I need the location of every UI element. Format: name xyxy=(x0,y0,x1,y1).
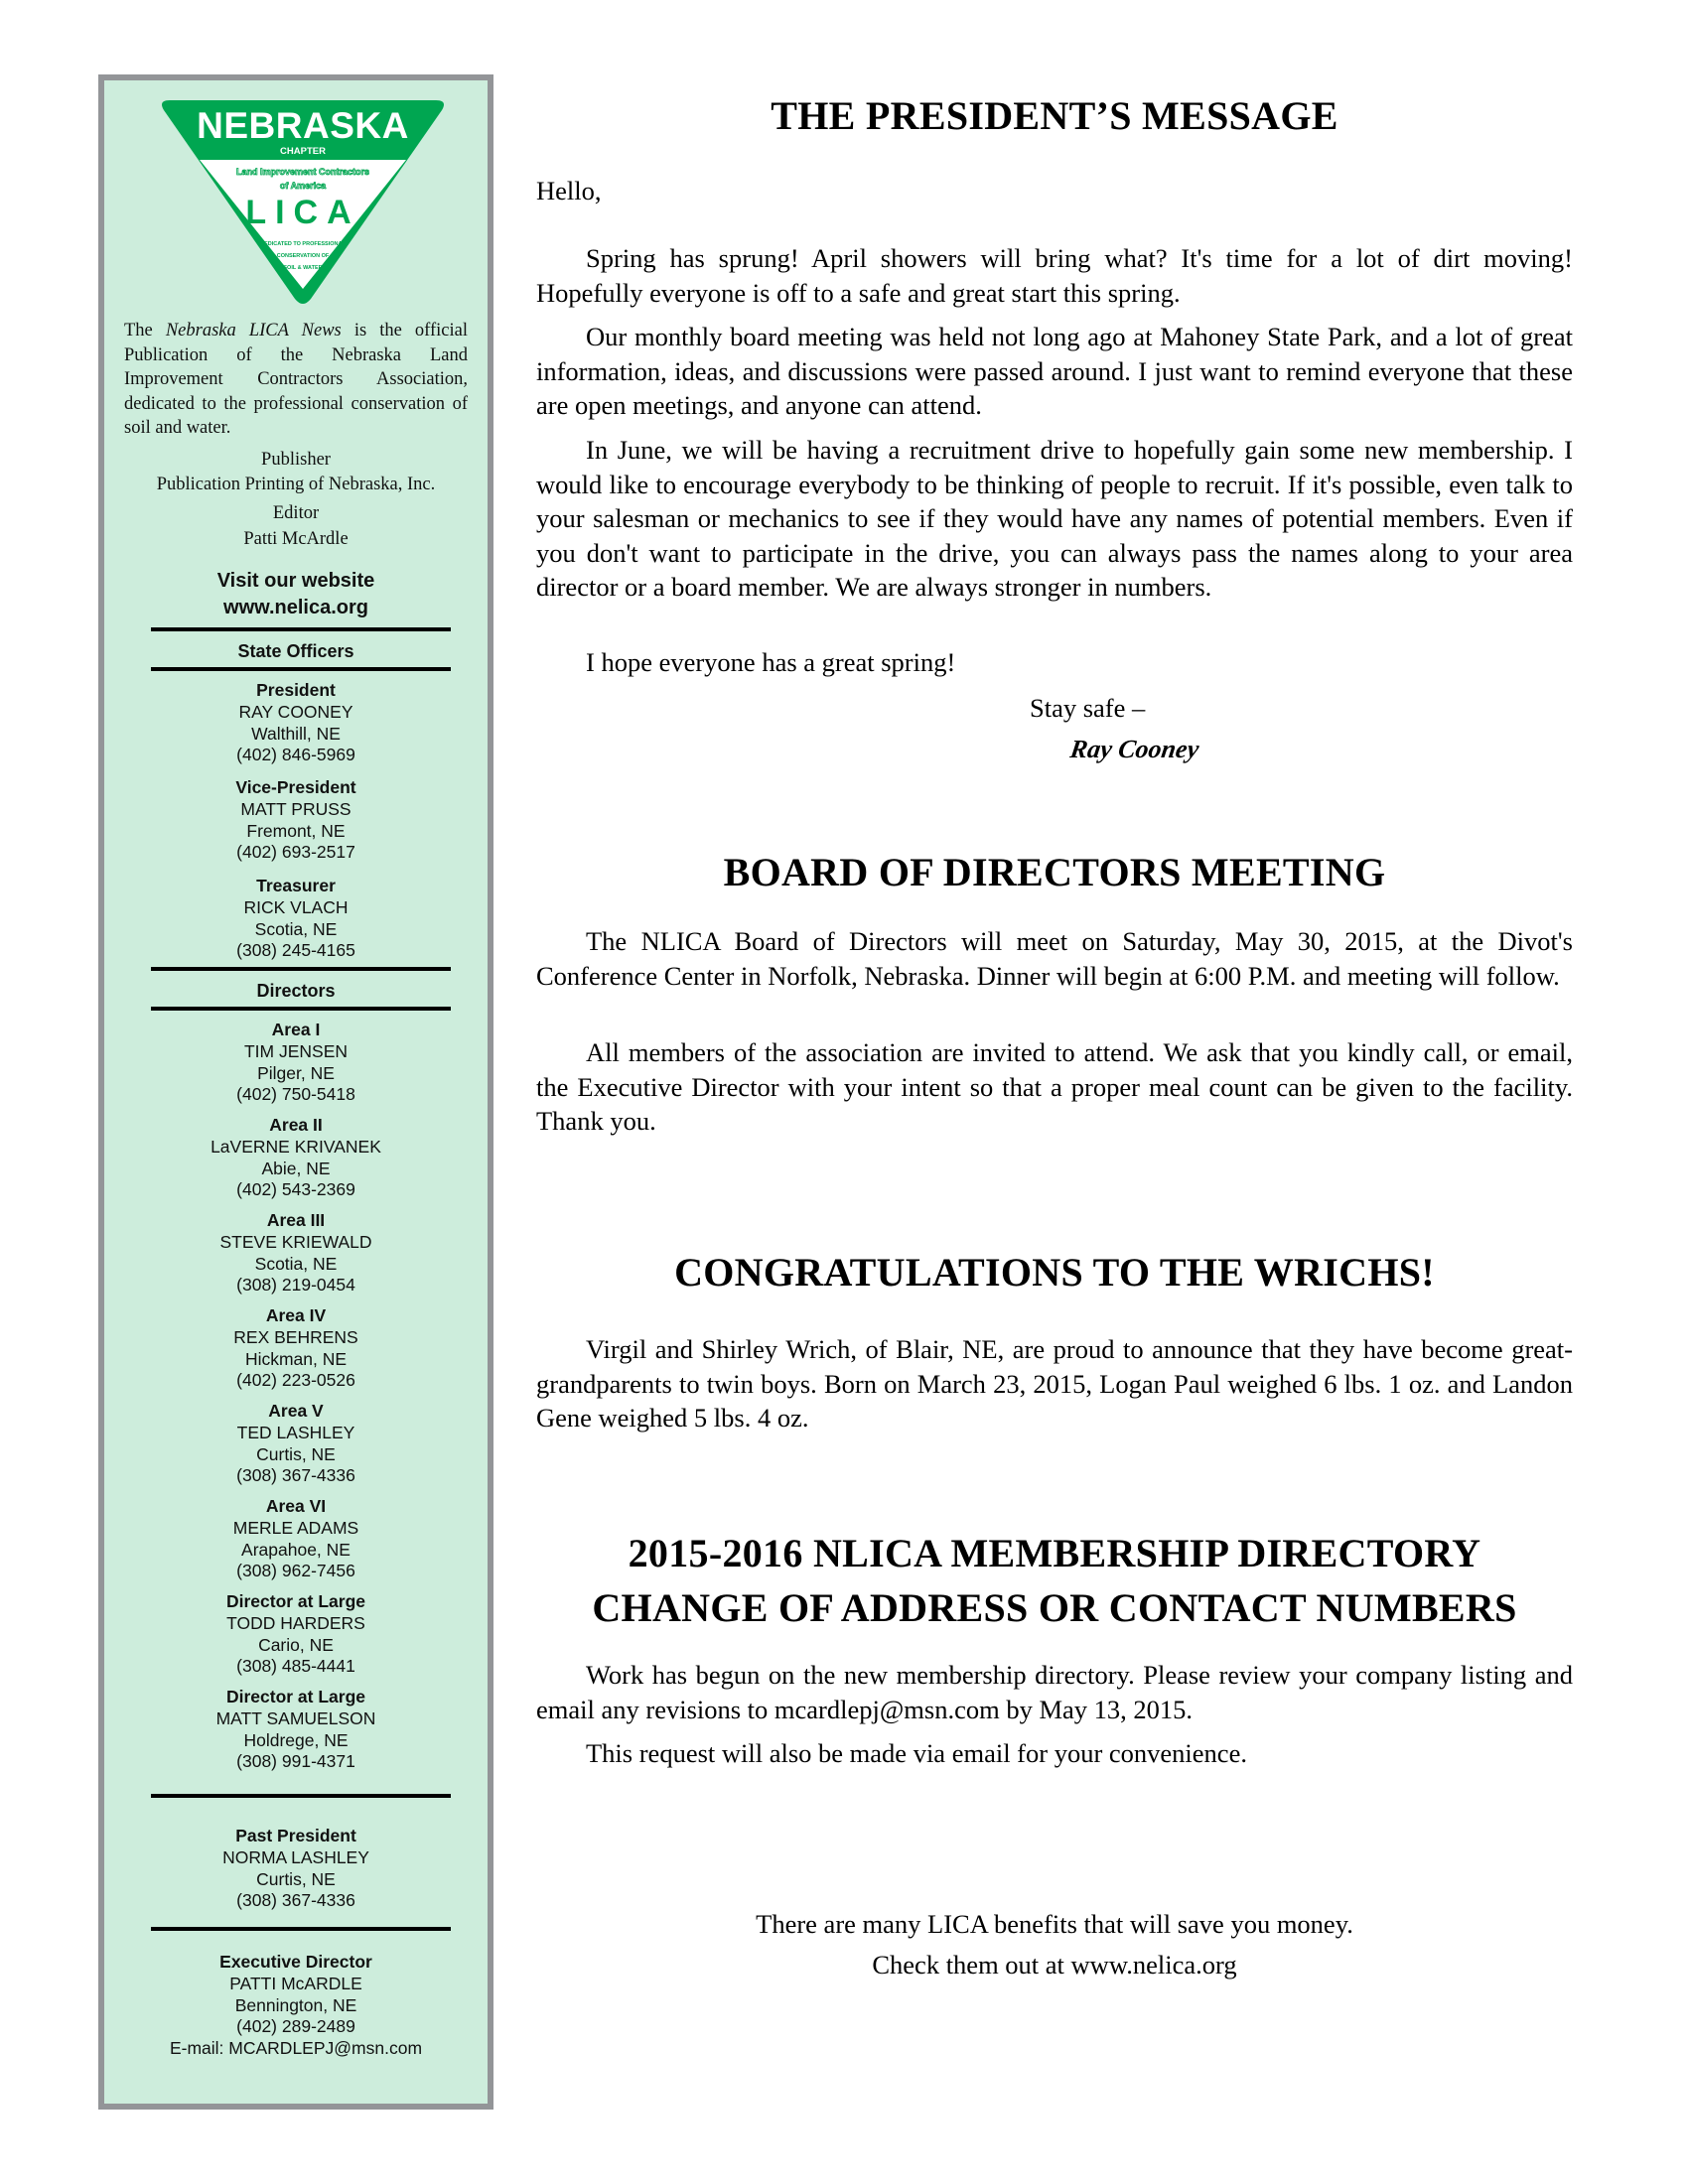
director-area-5 xyxy=(114,1401,478,1487)
past-president-name: NORMA LASHLEY xyxy=(222,1846,369,1867)
director-city: Scotia, NE xyxy=(254,1253,338,1274)
officer-phone: (308) 245-4165 xyxy=(236,940,355,961)
divider xyxy=(151,1927,451,1931)
director-area-1 xyxy=(114,1020,478,1106)
officer-treasurer xyxy=(114,876,478,962)
svg-text:LICA: LICA xyxy=(245,194,360,231)
divider xyxy=(151,627,451,631)
footer-benefits: There are many LICA benefits that will save you money. xyxy=(756,1909,1353,1939)
officer-vice-president xyxy=(114,777,478,864)
sidebar-masthead xyxy=(98,74,493,2110)
officer-phone: (402) 846-5969 xyxy=(236,745,355,765)
board-meeting-paragraph: All members of the association are invited to attend. We ask that you kindly call, or email, the Executive Director with your intent so that a proper meal count can be given to the facility. Thank you. xyxy=(536,1037,1573,1136)
intro-suffix: is the official Publication of the Nebraska Land Improvement Contractors Association, dedicated to the professional conservation of soil and water. xyxy=(124,321,468,438)
svg-text:CHAPTER: CHAPTER xyxy=(280,146,326,157)
svg-text:SOIL & WATER: SOIL & WATER xyxy=(283,265,323,271)
publication-name: Nebraska LICA News xyxy=(165,321,342,341)
nebraska-lica-logo-icon xyxy=(154,96,452,307)
executive-director-role: Executive Director xyxy=(219,1952,372,1972)
officer-phone: (402) 693-2517 xyxy=(236,842,355,863)
presidents-message-paragraph: Our monthly board meeting was held not long ago at Mahoney State Park, and a lot of great information, ideas, and discussions were passed around. I just want to remind everyone that these are open meetings, and anyone can attend. xyxy=(536,322,1573,420)
presidents-message-paragraph: I hope everyone has a great spring! xyxy=(586,647,956,677)
director-phone: (402) 223-0526 xyxy=(236,1370,355,1391)
past-president-phone: (308) 367-4336 xyxy=(236,1890,355,1911)
director-at-large-1 xyxy=(114,1591,478,1678)
closing: Stay safe – xyxy=(1030,693,1146,723)
director-name: TODD HARDERS xyxy=(226,1612,365,1633)
director-city: Abie, NE xyxy=(261,1158,331,1178)
executive-director xyxy=(114,1952,478,2060)
director-name: MERLE ADAMS xyxy=(232,1517,359,1538)
svg-text:DEDICATED TO PROFESSIONAL: DEDICATED TO PROFESSIONAL xyxy=(260,241,346,247)
director-area-4 xyxy=(114,1305,478,1392)
director-city: Curtis, NE xyxy=(256,1443,336,1464)
website-label: Visit our website xyxy=(216,570,375,592)
greeting: Hello, xyxy=(536,176,602,205)
svg-text:of America: of America xyxy=(279,181,327,191)
director-role: Area IV xyxy=(265,1305,327,1325)
officer-name: RAY COONEY xyxy=(238,701,353,722)
officer-role: President xyxy=(256,680,336,700)
director-area-2 xyxy=(114,1115,478,1201)
director-area-6 xyxy=(114,1496,478,1582)
officer-name: MATT PRUSS xyxy=(240,798,352,819)
directory-title-line2: CHANGE OF ADDRESS OR CONTACT NUMBERS xyxy=(592,1585,1517,1630)
directory-paragraph: This request will also be made via email for your convenience. xyxy=(586,1738,1247,1768)
director-phone: (308) 962-7456 xyxy=(236,1561,355,1581)
officer-role: Vice-President xyxy=(235,777,356,797)
director-city: Arapahoe, NE xyxy=(241,1539,351,1560)
officer-president xyxy=(114,680,478,766)
directors-title: Directors xyxy=(256,981,336,1001)
officer-city: Scotia, NE xyxy=(254,918,338,939)
executive-director-email[interactable]: E-mail: MCARDLEPJ@msn.com xyxy=(169,2038,423,2059)
publisher-name: Publication Printing of Nebraska, Inc. xyxy=(156,475,436,494)
congratulations-title: CONGRATULATIONS TO THE WRICHS! xyxy=(674,1250,1435,1295)
director-name: LaVERNE KRIVANEK xyxy=(211,1136,381,1157)
director-phone: (308) 485-4441 xyxy=(236,1656,355,1677)
state-officers-title: State Officers xyxy=(237,641,354,661)
divider xyxy=(151,667,451,671)
director-name: REX BEHRENS xyxy=(233,1326,358,1347)
presidents-message-title: THE PRESIDENT’S MESSAGE xyxy=(771,93,1338,138)
director-at-large-2 xyxy=(114,1687,478,1773)
director-area-3 xyxy=(114,1210,478,1297)
footer-website[interactable]: Check them out at www.nelica.org xyxy=(872,1950,1237,1979)
director-role: Area I xyxy=(271,1020,321,1039)
director-city: Hickman, NE xyxy=(244,1348,348,1369)
editor-label: Editor xyxy=(272,503,320,523)
main-content xyxy=(536,0,1573,2184)
board-meeting-paragraph: The NLICA Board of Directors will meet on Saturday, May 30, 2015, at the Divot's Conference Center in Norfolk, Nebraska. Dinner will begin at 6:00 P.M. and meeting will follow. xyxy=(536,926,1573,991)
director-phone: (308) 991-4371 xyxy=(236,1751,355,1772)
director-name: MATT SAMUELSON xyxy=(215,1707,376,1728)
director-city: Holdrege, NE xyxy=(243,1729,349,1750)
publisher-label: Publisher xyxy=(261,450,331,470)
past-president-city: Curtis, NE xyxy=(256,1868,336,1889)
director-role: Director at Large xyxy=(225,1687,366,1706)
svg-text:Land Improvement Contractors: Land Improvement Contractors xyxy=(235,167,370,177)
divider xyxy=(151,967,451,971)
divider xyxy=(151,1794,451,1798)
director-phone: (308) 367-4336 xyxy=(236,1465,355,1486)
director-role: Director at Large xyxy=(225,1591,366,1611)
director-phone: (402) 543-2369 xyxy=(236,1179,355,1200)
director-name: TIM JENSEN xyxy=(243,1040,349,1061)
svg-text:NEBRASKA: NEBRASKA xyxy=(197,105,409,146)
congratulations-paragraph: Virgil and Shirley Wrich, of Blair, NE, are proud to announce that they have become great-grandparents to twin boys. Born on March 23, 2015, Logan Paul weighed 6 lbs. 1 oz. and Landon Gene weighed 5 lbs. 4 oz. xyxy=(536,1334,1573,1433)
director-role: Area VI xyxy=(265,1496,327,1516)
intro-prefix: The xyxy=(124,321,166,341)
director-role: Area V xyxy=(268,1401,324,1421)
officer-name: RICK VLACH xyxy=(243,896,349,917)
director-phone: (402) 750-5418 xyxy=(236,1084,355,1105)
publication-description xyxy=(124,319,468,441)
director-role: Area III xyxy=(266,1210,326,1230)
divider xyxy=(151,1007,451,1011)
website-link[interactable]: www.nelica.org xyxy=(223,597,368,618)
editor-name: Patti McArdle xyxy=(243,529,349,549)
presidents-message-paragraph: Spring has sprung! April showers will bring what? It's time for a lot of dirt moving! Hopefully everyone is off to a safe and great start this spring. xyxy=(536,243,1573,308)
executive-director-name: PATTI McARDLE xyxy=(229,1973,362,1993)
svg-text:CONSERVATION OF: CONSERVATION OF xyxy=(276,253,330,259)
past-president xyxy=(114,1826,478,1912)
director-name: TED LASHLEY xyxy=(236,1422,355,1442)
executive-director-city: Bennington, NE xyxy=(234,1994,357,2015)
executive-director-phone: (402) 289-2489 xyxy=(236,2016,355,2037)
signature: Ray Cooney xyxy=(1068,735,1201,763)
past-president-role: Past President xyxy=(235,1826,356,1845)
directory-paragraph: Work has begun on the new membership directory. Please review your company listing and email any revisions to mcardlepj@msn.com by May 13, 2015. xyxy=(536,1660,1573,1724)
directory-title-line1: 2015-2016 NLICA MEMBERSHIP DIRECTORY xyxy=(628,1531,1481,1575)
officer-role: Treasurer xyxy=(256,876,336,895)
board-meeting-title: BOARD OF DIRECTORS MEETING xyxy=(723,850,1386,894)
officer-city: Walthill, NE xyxy=(251,723,341,744)
officer-city: Fremont, NE xyxy=(246,820,346,841)
director-city: Cario, NE xyxy=(258,1634,334,1655)
director-name: STEVE KRIEWALD xyxy=(219,1231,372,1252)
director-role: Area II xyxy=(269,1115,323,1135)
presidents-message-paragraph: In June, we will be having a recruitment drive to hopefully gain some new membership. I would like to encourage everybody to be thinking of people to recruit. If it's possible, even talk to your salesman or mechanics to see if they would have any names of potential members. Even if you don't want to participate in the drive, you can always pass the names along to your area director or a board member. We are always stronger in numbers. xyxy=(536,435,1573,602)
director-city: Pilger, NE xyxy=(257,1062,335,1083)
director-phone: (308) 219-0454 xyxy=(236,1275,355,1296)
